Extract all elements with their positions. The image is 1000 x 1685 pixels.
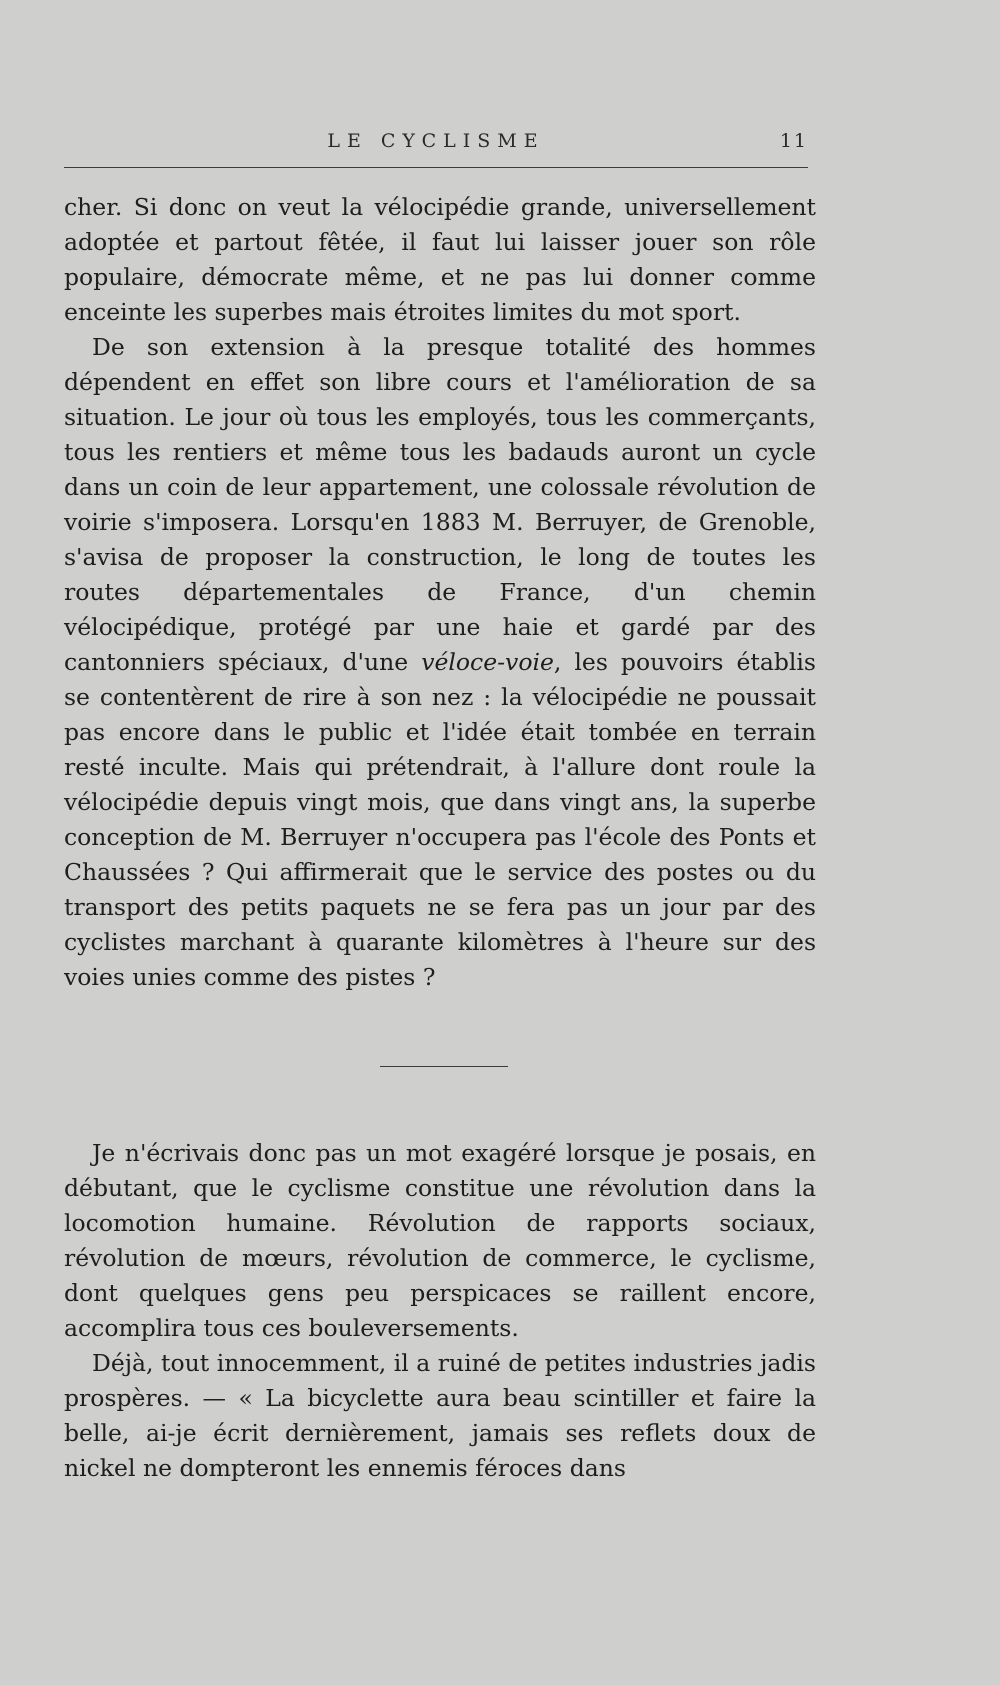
paragraph-2 [64,330,816,995]
paragraph-4: Déjà, tout innocemment, il a ruiné de petites industries jadis prospères. — « La bicyclette aura beau scintiller et faire la belle, ai-je écrit dernièrement, jamais ses reflets doux de nickel ne dompteront les ennemis féroces dans [64,1349,816,1482]
page-number: 11 [779,130,808,152]
running-title: LE CYCLISME [327,130,545,152]
paragraph-3: Je n'écrivais donc pas un mot exagéré lorsque je posais, en débutant, que le cyclisme constitue une révolution dans la locomotion humaine. Révolution de rapports sociaux, révolution de mœurs, révolution de commerce, le cyclisme, dont quelques gens peu perspicaces se raillent encore, accomplira tous ces bouleversements. [64,1139,816,1342]
text-block-2 [64,1136,816,1486]
paragraph-2-italic-term: véloce-voie [421,648,554,676]
text-block-1 [64,190,816,995]
paragraph-2-text-b: , les pouvoirs établis se contentèrent de rire à son nez : la vélocipédie ne poussait pas encore dans le public et l'idée était tombée en terrain resté inculte. Mais qui prétendrait, à l'allure dont roule la vélocipédie depuis vingt mois, que dans vingt ans, la superbe conception de M. Berruyer n'occupera pas l'école des Ponts et Chaussées ? Qui affirmerait que le service des postes ou du transport des petits paquets ne se fera pas un jour par des cyclistes marchant à quarante kilomètres à l'heure sur des voies unies comme des pistes ? [64,648,816,991]
page-header [64,130,808,158]
header-rule [64,167,808,168]
paragraph-1: cher. Si donc on veut la vélocipédie grande, universellement adoptée et partout fêtée, il faut lui laisser jouer son rôle populaire, démocrate même, et ne pas lui donner comme enceinte les superbes mais étroites limites du mot sport. [64,193,816,326]
paragraph-2-text-a: De son extension à la presque totalité des hommes dépendent en effet son libre cours et l'amélioration de sa situation. Le jour où tous les employés, tous les commerçants, tous les rentiers et même tous les badauds auront un cycle dans un coin de leur appartement, une colossale révolution de voirie s'imposera. Lorsqu'en 1883 M. Berruyer, de Grenoble, s'avisa de proposer la construction, le long de toutes les routes départementales de France, d'un chemin vélocipédique, protégé par une haie et gardé par des cantonniers spéciaux, d'une [64,333,816,676]
section-separator-rule [380,1066,508,1067]
